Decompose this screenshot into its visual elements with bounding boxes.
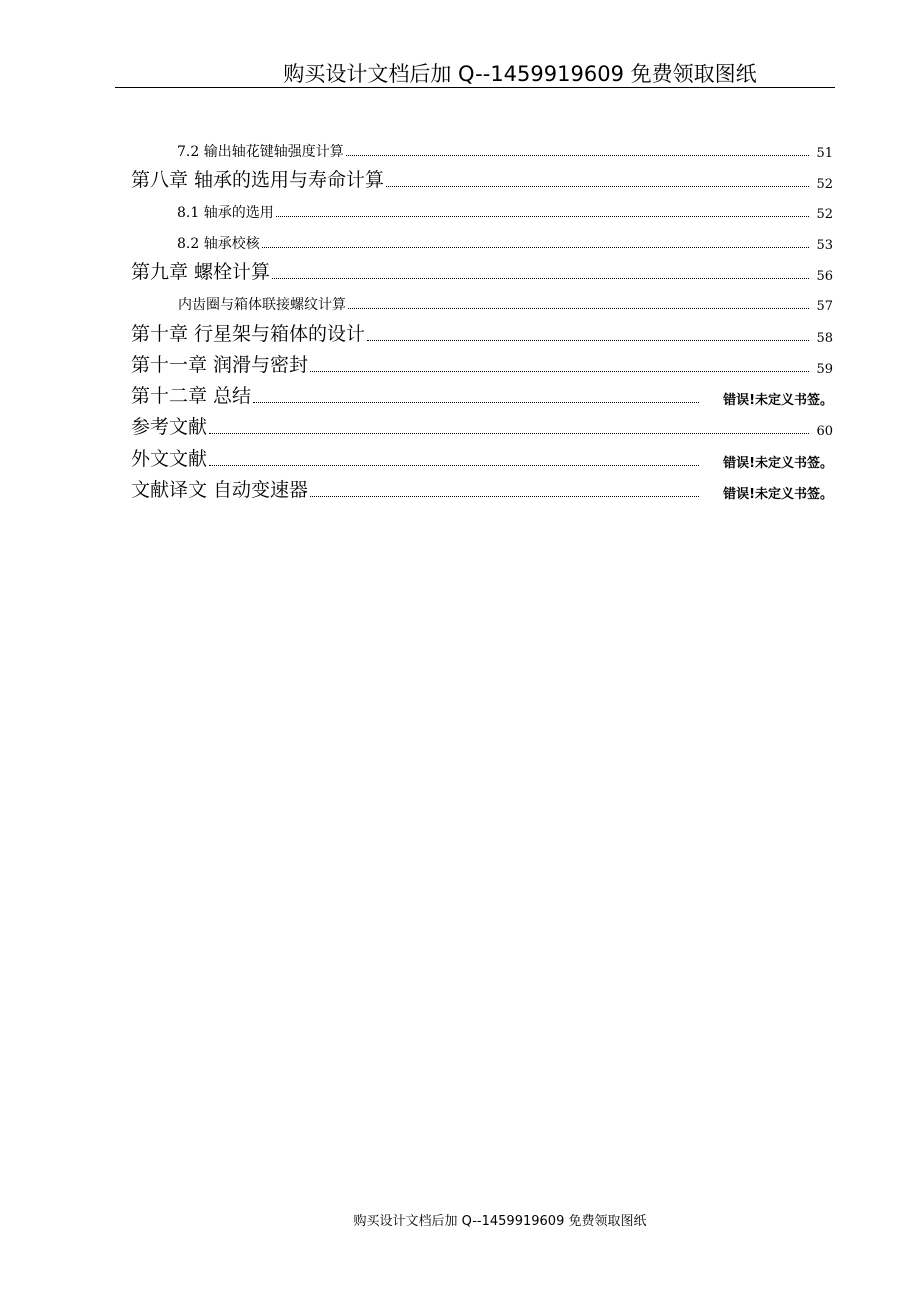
toc-leader — [310, 369, 809, 372]
toc-row[interactable] — [0, 200, 920, 222]
toc-entry-title: 第九章 螺栓计算 — [131, 261, 271, 283]
toc-entry-title: 第十章 行星架与箱体的设计 — [131, 323, 366, 345]
toc-leader — [346, 153, 809, 156]
toc-page-number: 56 — [816, 269, 833, 284]
toc-leader — [272, 276, 809, 279]
toc-entry-title: 第十一章 润滑与密封 — [131, 354, 309, 376]
toc-entry-title: 8.2 轴承校核 — [177, 236, 260, 252]
toc-entry-title: 第十二章 总结 — [131, 385, 252, 407]
toc-row[interactable] — [0, 352, 920, 377]
toc-page-number: 57 — [816, 299, 833, 314]
toc-leader — [386, 184, 809, 187]
toc-row[interactable] — [0, 231, 920, 253]
toc-entry-title: 文献译文 自动变速器 — [131, 479, 309, 501]
toc-leader — [253, 400, 699, 403]
page-footer: 购买设计文档后加 Q--1459919609 免费领取图纸 — [353, 1214, 647, 1229]
toc-leader — [276, 214, 809, 217]
toc-page-number: 60 — [816, 424, 833, 439]
toc-row[interactable] — [0, 259, 920, 284]
toc-row[interactable] — [0, 167, 920, 192]
toc-page-number: 52 — [816, 177, 833, 192]
toc-row[interactable] — [0, 321, 920, 346]
toc-row[interactable] — [0, 414, 920, 439]
toc-leader — [367, 338, 809, 341]
toc-page-number: 52 — [816, 207, 833, 222]
toc-page-number: 53 — [816, 238, 833, 253]
header-rule — [115, 87, 835, 88]
toc-leader — [310, 494, 699, 497]
toc-entry-title: 第八章 轴承的选用与寿命计算 — [131, 169, 385, 191]
toc-page-error: 错误!未定义书签。 — [723, 487, 833, 502]
toc-page-error: 错误!未定义书签。 — [723, 393, 833, 408]
toc-page-number: 59 — [816, 362, 833, 377]
toc-row[interactable] — [0, 477, 920, 502]
toc-page-number: 51 — [816, 146, 833, 161]
toc-row[interactable] — [0, 139, 920, 161]
toc-page-number: 58 — [816, 331, 833, 346]
toc-entry-title: 7.2 输出轴花键轴强度计算 — [177, 144, 344, 160]
toc-page-error: 错误!未定义书签。 — [723, 456, 833, 471]
toc-entry-title: 内齿圈与箱体联接螺纹计算 — [178, 297, 346, 313]
toc-entry-title: 8.1 轴承的选用 — [177, 205, 274, 221]
toc-leader — [348, 306, 809, 309]
page-header: 购买设计文档后加 Q--1459919609 免费领取图纸 — [283, 62, 757, 86]
toc-entry-title: 外文文献 — [131, 448, 208, 470]
toc-leader — [209, 463, 699, 466]
toc-entry-title: 参考文献 — [131, 416, 208, 438]
toc-row[interactable] — [0, 446, 920, 471]
toc-leader — [262, 245, 809, 248]
toc-row[interactable] — [0, 292, 920, 314]
toc-leader — [209, 431, 809, 434]
toc-row[interactable] — [0, 383, 920, 408]
